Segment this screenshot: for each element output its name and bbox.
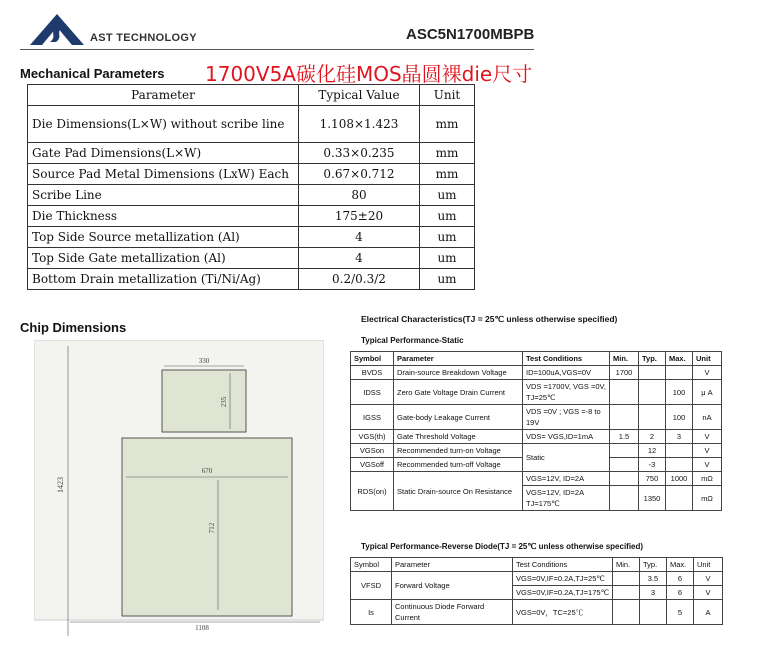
unit-cell: V xyxy=(693,444,722,458)
symbol-cell: VGS(th) xyxy=(351,430,394,444)
min-cell xyxy=(613,600,640,625)
param-cell: Continuous Diode Forward Current xyxy=(392,600,513,625)
unit-cell: mΩ xyxy=(693,486,722,511)
min-cell xyxy=(610,458,639,472)
cond-cell: VDS =0V ; VGS =-8 to 19V xyxy=(523,405,610,430)
param-cell: Recommended turn-off Voltage xyxy=(394,458,523,472)
gate-pad xyxy=(162,370,246,432)
param-cell: Die Dimensions(L×W) without scribe line xyxy=(28,106,299,143)
reverse-diode-title: Typical Performance-Reverse Diode(TJ = 25℃ unless otherwise specified) xyxy=(361,542,644,551)
param-cell: Recommended turn-on Voltage xyxy=(394,444,523,458)
param-cell: Zero Gate Voltage Drain Current xyxy=(394,380,523,405)
param-cell: Drain-source Breakdown Voltage xyxy=(394,366,523,380)
table-header-row xyxy=(351,352,722,366)
static-title: Typical Performance-Static xyxy=(361,336,464,345)
typ-cell: 2 xyxy=(639,430,666,444)
value-cell: 175±20 xyxy=(299,206,420,227)
unit-cell: um xyxy=(420,269,475,290)
cond-cell: VGS=12V, ID=2A TJ=175℃ xyxy=(523,486,610,511)
table-row xyxy=(351,380,722,405)
header-divider xyxy=(20,49,534,50)
param-cell: Die Thickness xyxy=(28,206,299,227)
cond-cell: VDS= VGS,ID=1mA xyxy=(523,430,610,444)
chip-diagram xyxy=(34,340,324,645)
max-cell xyxy=(666,444,693,458)
table-row xyxy=(28,248,475,269)
value-cell: 80 xyxy=(299,185,420,206)
param-cell: Gate Pad Dimensions(L×W) xyxy=(28,143,299,164)
value-cell: 4 xyxy=(299,248,420,269)
unit-cell: nA xyxy=(693,405,722,430)
symbol-cell: RDS(on) xyxy=(351,472,394,511)
die-height-label: 1423 xyxy=(56,477,65,493)
table-row xyxy=(28,143,475,164)
symbol-cell: BVDS xyxy=(351,366,394,380)
typ-cell xyxy=(639,405,666,430)
source-width-label: 670 xyxy=(201,467,213,475)
max-cell xyxy=(666,366,693,380)
typ-cell xyxy=(640,600,667,625)
unit-cell: mm xyxy=(420,106,475,143)
symbol-cell: IDSS xyxy=(351,380,394,405)
unit-cell: V xyxy=(693,458,722,472)
chinese-title: 1700V5A碳化硅MOS晶圆裸die尺寸 xyxy=(205,62,533,86)
unit-cell: um xyxy=(420,185,475,206)
unit-cell: V xyxy=(694,572,723,586)
column-header: Test Conditions xyxy=(513,558,613,572)
max-cell: 100 xyxy=(666,405,693,430)
min-cell: 1700 xyxy=(610,366,639,380)
min-cell xyxy=(613,572,640,586)
unit-cell: μ A xyxy=(693,380,722,405)
column-header: Unit xyxy=(420,85,475,106)
table-row xyxy=(28,227,475,248)
symbol-cell: VGSon xyxy=(351,444,394,458)
min-cell xyxy=(613,586,640,600)
table-row xyxy=(28,185,475,206)
unit-cell: V xyxy=(693,430,722,444)
max-cell xyxy=(666,486,693,511)
param-cell: Top Side Source metallization (Al) xyxy=(28,227,299,248)
typ-cell: 1350 xyxy=(639,486,666,511)
mechanical-title: Mechanical Parameters xyxy=(20,66,165,81)
unit-cell: A xyxy=(694,600,723,625)
company-name: AST TECHNOLOGY xyxy=(90,32,197,44)
table-row xyxy=(351,444,722,458)
column-header: Parameter xyxy=(394,352,523,366)
cond-cell: VGS=0V,IF=0.2A,TJ=175℃ xyxy=(513,586,613,600)
cond-cell: ID=100uA,VGS=0V xyxy=(523,366,610,380)
symbol-cell: Is xyxy=(351,600,392,625)
table-row xyxy=(28,269,475,290)
max-cell: 6 xyxy=(667,572,694,586)
column-header: Test Conditions xyxy=(523,352,610,366)
table-header-row xyxy=(351,558,723,572)
unit-cell: mm xyxy=(420,143,475,164)
column-header: Max. xyxy=(667,558,694,572)
min-cell xyxy=(610,444,639,458)
cond-cell: VDS =1700V, VGS =0V, TJ=25℃ xyxy=(523,380,610,405)
gate-width-label: 330 xyxy=(198,357,210,365)
table-row xyxy=(28,164,475,185)
gate-height-label: 235 xyxy=(220,396,228,408)
min-cell: 1.5 xyxy=(610,430,639,444)
column-header: Typical Value xyxy=(299,85,420,106)
param-cell: Bottom Drain metallization (Ti/Ni/Ag) xyxy=(28,269,299,290)
unit-cell: V xyxy=(693,366,722,380)
column-header: Symbol xyxy=(351,352,394,366)
max-cell: 1000 xyxy=(666,472,693,486)
value-cell: 1.108×1.423 xyxy=(299,106,420,143)
typ-cell xyxy=(639,366,666,380)
param-cell: Top Side Gate metallization (Al) xyxy=(28,248,299,269)
table-header-row xyxy=(28,85,475,106)
unit-cell: um xyxy=(420,227,475,248)
table-row xyxy=(28,206,475,227)
table-row xyxy=(351,572,723,586)
min-cell xyxy=(610,472,639,486)
source-pad xyxy=(122,438,292,616)
max-cell xyxy=(666,458,693,472)
table-row xyxy=(351,430,722,444)
min-cell xyxy=(610,380,639,405)
die-width-label: 1108 xyxy=(195,624,209,632)
cond-cell: VGS=12V, ID=2A xyxy=(523,472,610,486)
typ-cell: 750 xyxy=(639,472,666,486)
value-cell: 0.33×0.235 xyxy=(299,143,420,164)
param-cell: Source Pad Metal Dimensions (LxW) Each xyxy=(28,164,299,185)
cond-cell: VGS=0V，TC=25℃ xyxy=(513,600,613,625)
min-cell xyxy=(610,486,639,511)
unit-cell: V xyxy=(694,586,723,600)
column-header: Unit xyxy=(694,558,723,572)
symbol-cell: VFSD xyxy=(351,572,392,600)
param-cell: Static Drain-source On Resistance xyxy=(394,472,523,511)
source-height-label: 712 xyxy=(208,522,216,534)
table-row xyxy=(351,366,722,380)
value-cell: 0.2/0.3/2 xyxy=(299,269,420,290)
company-logo xyxy=(28,12,86,46)
table-row xyxy=(28,106,475,143)
reverse-diode-table xyxy=(350,557,723,625)
column-header: Unit xyxy=(693,352,722,366)
typ-cell: -3 xyxy=(639,458,666,472)
value-cell: 4 xyxy=(299,227,420,248)
electrical-title: Electrical Characteristics(TJ = 25℃ unless otherwise specified) xyxy=(361,314,618,324)
column-header: Max. xyxy=(666,352,693,366)
table-row xyxy=(351,472,722,486)
typ-cell: 12 xyxy=(639,444,666,458)
mechanical-table xyxy=(27,84,475,290)
column-header: Parameter xyxy=(28,85,299,106)
typ-cell xyxy=(639,380,666,405)
value-cell: 0.67×0.712 xyxy=(299,164,420,185)
column-header: Typ. xyxy=(640,558,667,572)
max-cell: 100 xyxy=(666,380,693,405)
table-row xyxy=(351,600,723,625)
param-cell: Gate-body Leakage Current xyxy=(394,405,523,430)
max-cell: 6 xyxy=(667,586,694,600)
unit-cell: um xyxy=(420,248,475,269)
column-header: Min. xyxy=(610,352,639,366)
unit-cell: um xyxy=(420,206,475,227)
chip-dimensions-title: Chip Dimensions xyxy=(20,320,127,335)
param-cell: Scribe Line xyxy=(28,185,299,206)
max-cell: 5 xyxy=(667,600,694,625)
unit-cell: mm xyxy=(420,164,475,185)
symbol-cell: IGSS xyxy=(351,405,394,430)
typ-cell: 3 xyxy=(640,586,667,600)
column-header: Symbol xyxy=(351,558,392,572)
static-table xyxy=(350,351,722,511)
typ-cell: 3.5 xyxy=(640,572,667,586)
cond-cell: Static xyxy=(523,444,610,472)
unit-cell: mΩ xyxy=(693,472,722,486)
column-header: Typ. xyxy=(639,352,666,366)
max-cell: 3 xyxy=(666,430,693,444)
symbol-cell: VGSoff xyxy=(351,458,394,472)
param-cell: Forward Voltage xyxy=(392,572,513,600)
column-header: Parameter xyxy=(392,558,513,572)
column-header: Min. xyxy=(613,558,640,572)
table-row xyxy=(351,405,722,430)
param-cell: Gate Threshold Voltage xyxy=(394,430,523,444)
part-number: ASC5N1700MBPB xyxy=(406,26,535,43)
cond-cell: VGS=0V,IF=0.2A,TJ=25℃ xyxy=(513,572,613,586)
min-cell xyxy=(610,405,639,430)
